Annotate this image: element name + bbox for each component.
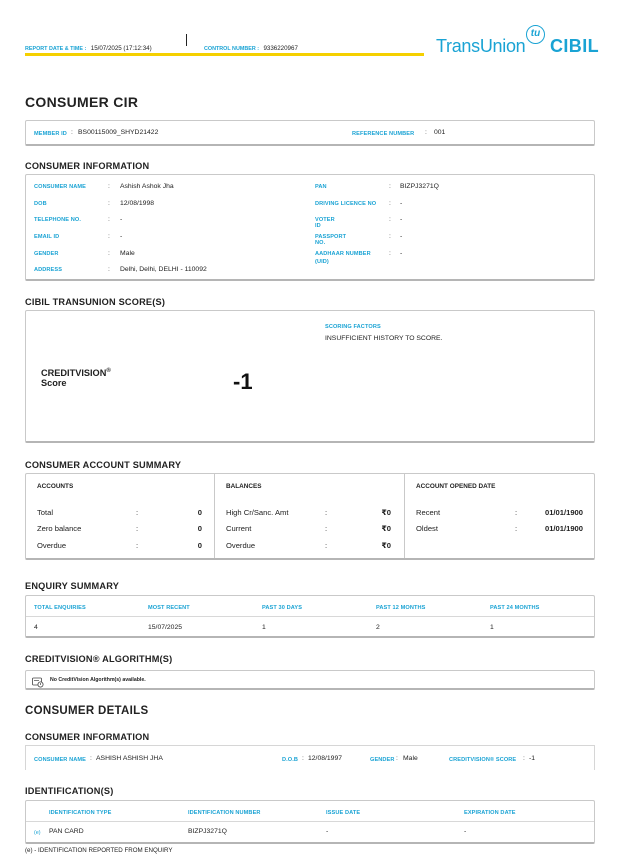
score-value: -1 xyxy=(233,369,253,394)
identification-col-header: IDENTIFICATION TYPE xyxy=(49,810,112,816)
consumer-info-box xyxy=(25,174,595,281)
details-score-label: CREDITVISION® SCORE xyxy=(449,757,517,763)
member-id-label: MEMBER ID xyxy=(34,131,67,137)
enquiry-header-divider xyxy=(26,616,594,617)
enquiry-cell: 15/07/2025 xyxy=(148,624,183,631)
details-gender-label: GENDER xyxy=(370,757,395,763)
info-value: - xyxy=(120,216,123,223)
header-divider xyxy=(186,34,187,46)
summary-colon: : xyxy=(136,508,139,517)
identification-issue: - xyxy=(326,828,329,835)
info-colon: : xyxy=(389,183,391,190)
score-heading: CIBIL TRANSUNION SCORE(S) xyxy=(25,297,166,307)
enquiry-col-header: PAST 24 MONTHS xyxy=(490,605,540,611)
reference-value: 001 xyxy=(434,129,446,136)
identification-col-header: IDENTIFICATION NUMBER xyxy=(188,810,261,816)
info-label: ADDRESS xyxy=(34,267,63,273)
summary-value: 01/01/1900 xyxy=(544,524,583,533)
summary-label: Current xyxy=(226,524,252,533)
details-gender-value: Male xyxy=(403,755,418,762)
enquiry-col-header: PAST 12 MONTHS xyxy=(376,605,426,611)
control-number-value: 9336220967 xyxy=(263,45,298,52)
summary-value: 0 xyxy=(197,541,202,550)
algorithm-text: No CreditVision Algorithm(s) available. xyxy=(50,677,146,683)
info-value: 12/08/1998 xyxy=(120,200,155,207)
summary-label: Zero balance xyxy=(37,524,82,533)
info-colon: : xyxy=(389,250,391,257)
info-value: - xyxy=(120,233,123,240)
report-date-label: REPORT DATE & TIME : xyxy=(25,46,87,52)
details-name-value: ASHISH ASHISH JHA xyxy=(96,755,163,762)
enquiry-heading: ENQUIRY SUMMARY xyxy=(25,581,120,591)
details-score-value: -1 xyxy=(529,755,536,762)
info-label: PASSPORT NO. xyxy=(315,234,347,246)
summary-colon: : xyxy=(325,524,328,533)
details-name-label: CONSUMER NAME xyxy=(34,757,86,763)
info-colon: : xyxy=(389,216,391,223)
info-label: GENDER xyxy=(34,251,59,257)
info-label: VOTER ID xyxy=(315,217,335,229)
consumer-details-box xyxy=(25,745,595,770)
info-colon: : xyxy=(389,200,391,207)
summary-label: Overdue xyxy=(37,541,67,550)
details-score-colon: : xyxy=(523,755,525,762)
summary-label: Oldest xyxy=(416,524,438,533)
summary-colon: : xyxy=(515,508,518,517)
info-colon: : xyxy=(389,233,391,240)
logo-badge xyxy=(526,25,545,44)
identification-footnote: (e) - IDENTIFICATION REPORTED FROM ENQUIRY xyxy=(25,847,173,854)
summary-value: 0 xyxy=(197,508,202,517)
info-colon: : xyxy=(108,216,110,223)
summary-value: ₹0 xyxy=(381,524,391,533)
identification-col-header: ISSUE DATE xyxy=(326,810,361,816)
summary-colon: : xyxy=(325,508,328,517)
info-label: TELEPHONE NO. xyxy=(34,217,81,223)
summary-colon: : xyxy=(325,541,328,550)
score-name-2: Score xyxy=(41,378,67,389)
scoring-factors-label: SCORING FACTORS xyxy=(325,324,381,330)
summary-value: ₹0 xyxy=(381,541,391,550)
score-name-reg: ® xyxy=(106,368,111,374)
algorithm-icon xyxy=(32,675,44,686)
page-title: CONSUMER CIR xyxy=(25,94,139,110)
balances-title: BALANCES xyxy=(226,483,262,490)
member-box xyxy=(25,120,595,146)
score-box xyxy=(25,310,595,443)
report-date-value: 15/07/2025 (17:12:34) xyxy=(90,45,152,52)
details-dob-colon: : xyxy=(302,755,304,762)
summary-value: 01/01/1900 xyxy=(544,508,583,517)
scoring-factors-text: INSUFFICIENT HISTORY TO SCORE. xyxy=(325,335,443,342)
identification-type: PAN CARD xyxy=(49,828,84,835)
accounts-column xyxy=(26,474,215,558)
opened-title: ACCOUNT OPENED DATE xyxy=(416,483,496,490)
balances-column xyxy=(215,474,405,558)
reference-colon: : xyxy=(425,129,427,136)
consumer-info-left xyxy=(26,175,311,279)
info-value: Male xyxy=(120,250,135,257)
enquiry-cell: 2 xyxy=(376,624,380,631)
opened-column xyxy=(405,474,595,558)
score-name-text: CREDITVISION xyxy=(41,368,107,379)
summary-label: High Cr/Sanc. Amt xyxy=(226,508,289,517)
enquiry-cell: 4 xyxy=(34,624,38,631)
identification-number: BIZPJ3271Q xyxy=(188,828,227,835)
info-colon: : xyxy=(108,266,110,273)
info-colon: : xyxy=(108,183,110,190)
info-value: - xyxy=(400,200,403,207)
logo-brand: CIBIL xyxy=(550,36,599,56)
score-name xyxy=(41,366,111,388)
details-dob-value: 12/08/1997 xyxy=(308,755,343,762)
summary-value: 0 xyxy=(197,524,202,533)
info-label: PAN xyxy=(315,184,327,190)
info-value: Ashish Ashok Jha xyxy=(120,183,174,190)
info-value: - xyxy=(400,233,403,240)
summary-colon: : xyxy=(136,524,139,533)
details-gender-colon: : xyxy=(396,755,398,762)
info-value: BIZPJ3271Q xyxy=(400,183,439,190)
identification-marker: (e) xyxy=(34,830,41,836)
enquiry-col-header: PAST 30 DAYS xyxy=(262,605,303,611)
details-dob-label: D.O.B xyxy=(282,757,299,763)
transunion-cibil-logo xyxy=(436,25,599,57)
summary-colon: : xyxy=(515,524,518,533)
summary-colon: : xyxy=(136,541,139,550)
consumer-details-subheading: CONSUMER INFORMATION xyxy=(25,732,150,742)
info-colon: : xyxy=(108,200,110,207)
info-label: EMAIL ID xyxy=(34,234,60,240)
info-value: Delhi, Delhi, DELHI - 110092 xyxy=(120,266,207,273)
enquiry-col-header: TOTAL ENQUIRIES xyxy=(34,605,86,611)
enquiry-box xyxy=(25,595,595,638)
account-summary-heading: CONSUMER ACCOUNT SUMMARY xyxy=(25,460,182,470)
summary-value: ₹0 xyxy=(381,508,391,517)
identification-expiry: - xyxy=(464,828,467,835)
identification-heading: IDENTIFICATION(S) xyxy=(25,786,114,796)
enquiry-cell: 1 xyxy=(490,624,494,631)
summary-label: Recent xyxy=(416,508,441,517)
algorithms-box xyxy=(25,670,595,690)
info-label: CONSUMER NAME xyxy=(34,184,86,190)
account-summary-box xyxy=(25,473,595,560)
member-id-value: BS00115009_SHYD21422 xyxy=(78,129,159,136)
details-name-colon: : xyxy=(90,755,92,762)
logo-badge-text: tu xyxy=(530,28,541,39)
logo-text: TransUnion xyxy=(436,36,526,56)
info-label: DOB xyxy=(34,201,47,207)
algorithms-heading: CREDITVISION® ALGORITHM(S) xyxy=(25,654,173,664)
info-colon: : xyxy=(108,233,110,240)
consumer-details-heading: CONSUMER DETAILS xyxy=(25,705,149,717)
info-label: DRIVING LICENCE NO xyxy=(315,201,377,207)
accounts-title: ACCOUNTS xyxy=(37,483,74,490)
consumer-info-right xyxy=(315,175,595,279)
summary-label: Overdue xyxy=(226,541,256,550)
consumer-info-heading: CONSUMER INFORMATION xyxy=(25,161,150,171)
identification-box xyxy=(25,800,595,844)
reference-label: REFERENCE NUMBER xyxy=(352,131,415,137)
header-yellow-bar xyxy=(25,53,424,56)
identification-header-divider xyxy=(26,821,594,822)
enquiry-cell: 1 xyxy=(262,624,266,631)
info-value: - xyxy=(400,216,403,223)
info-label: AADHAAR NUMBER (UID) xyxy=(315,251,371,265)
identification-col-header: EXPIRATION DATE xyxy=(464,810,516,816)
member-id-colon: : xyxy=(71,129,73,136)
summary-label: Total xyxy=(37,508,54,517)
enquiry-col-header: MOST RECENT xyxy=(148,605,190,611)
control-number-label: CONTROL NUMBER : xyxy=(204,46,260,52)
info-value: - xyxy=(400,250,403,257)
info-colon: : xyxy=(108,250,110,257)
